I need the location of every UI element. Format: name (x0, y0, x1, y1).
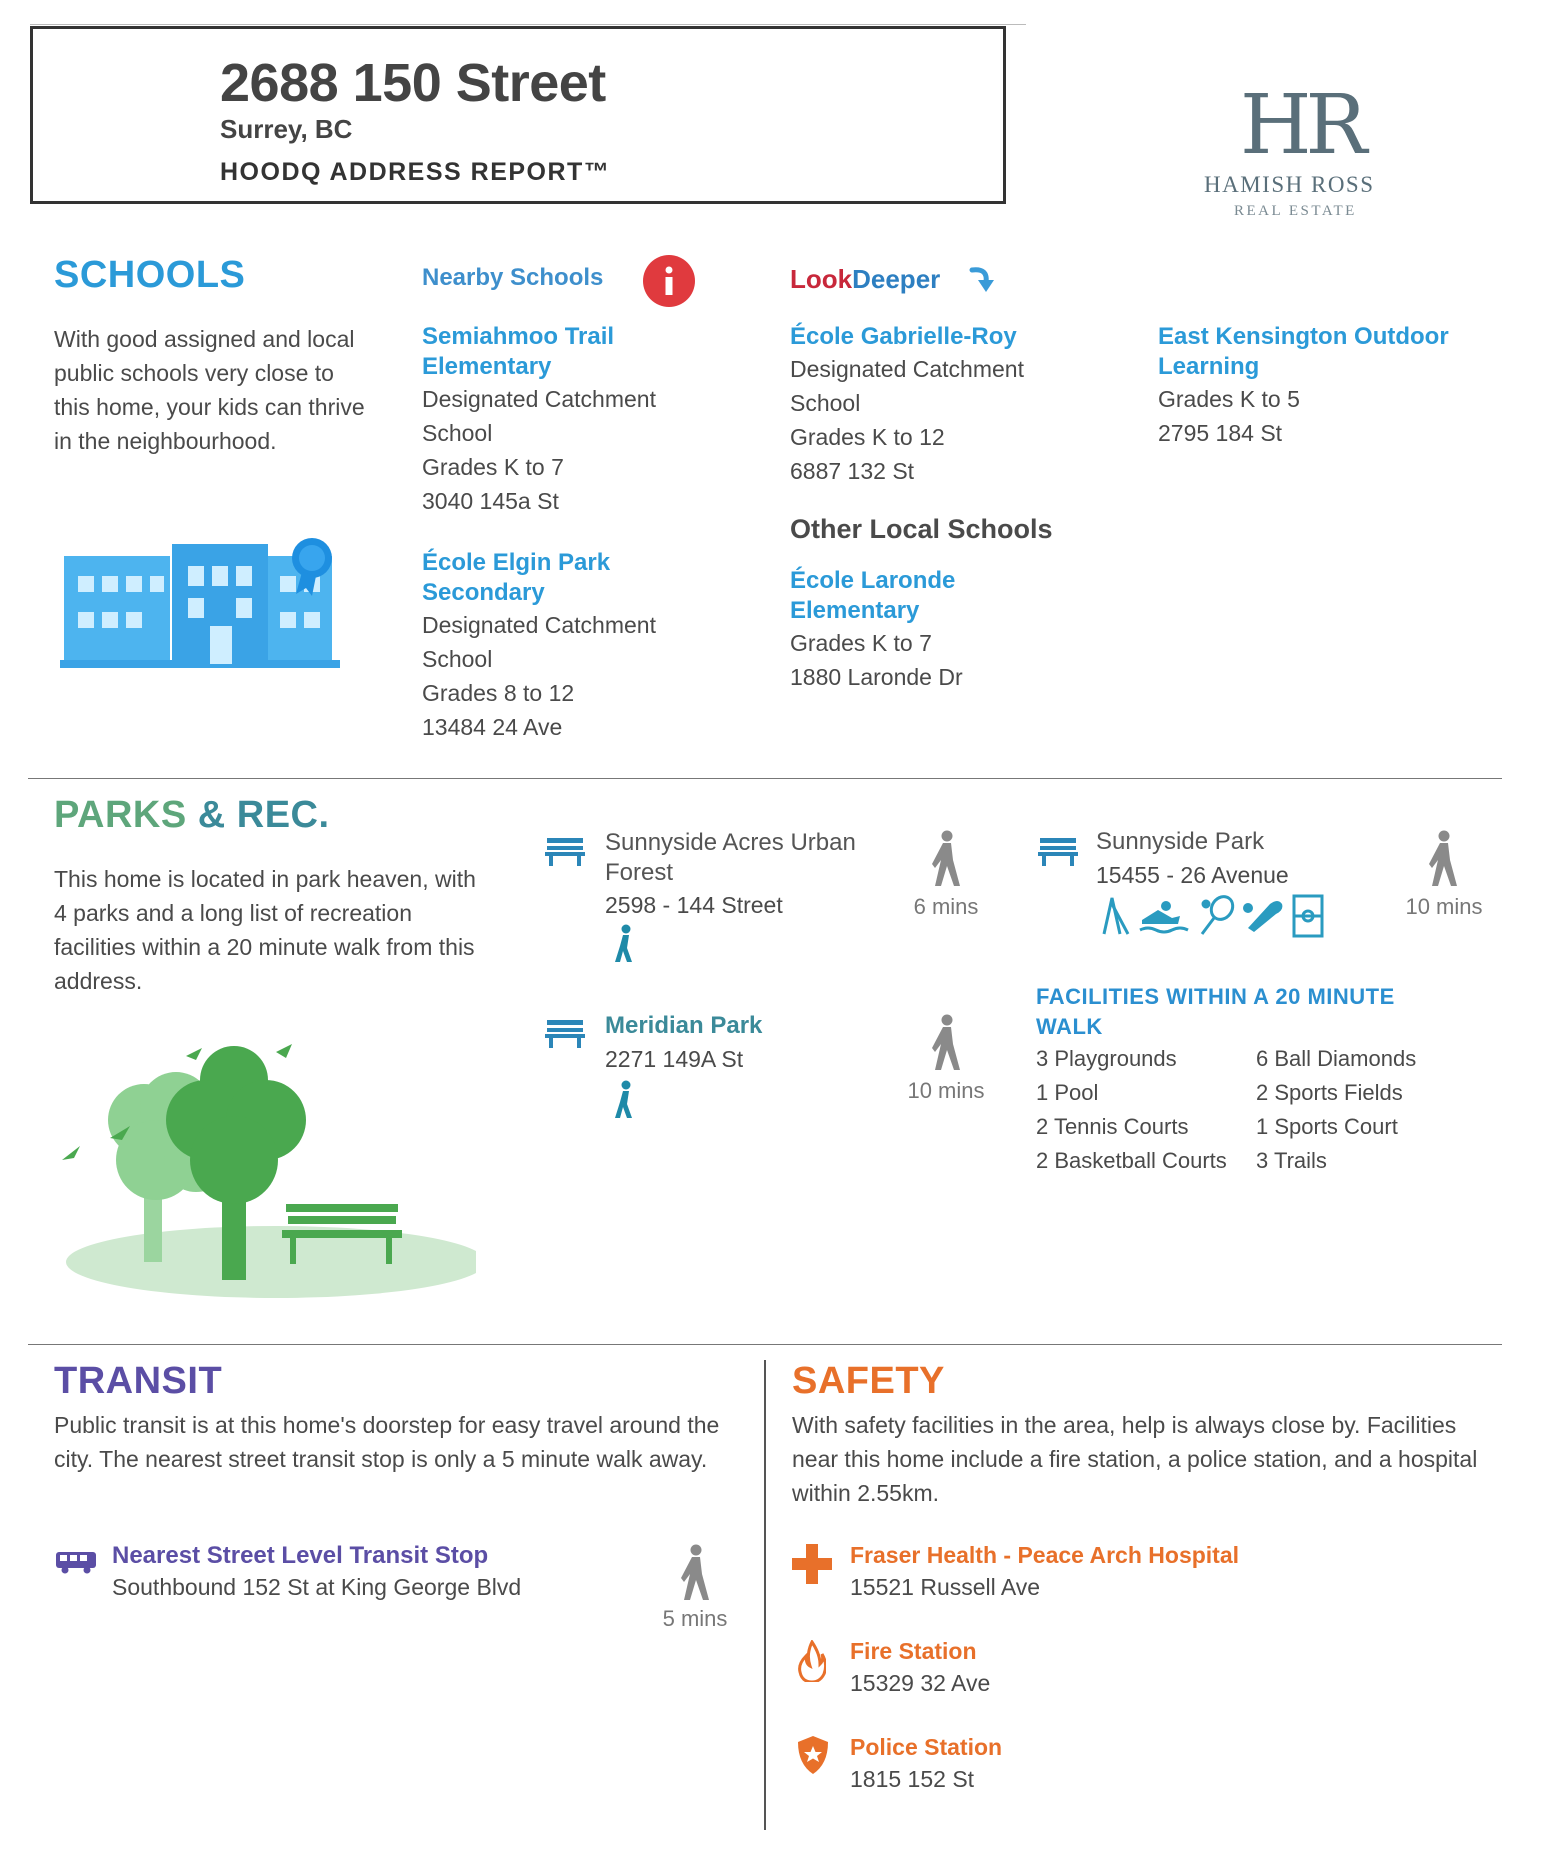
school-name[interactable]: École Laronde Elementary (790, 567, 956, 624)
school-name[interactable]: École Gabrielle-Roy (790, 323, 1017, 350)
school-name[interactable]: École Elgin Park Secondary (422, 549, 611, 606)
park-name[interactable]: Sunnyside Park (1096, 828, 1265, 855)
jogger-icon (612, 924, 636, 964)
safety-title: SAFETY (792, 1360, 945, 1402)
report-label: HOODQ ADDRESS REPORT™ (220, 158, 611, 186)
school-card (790, 322, 1090, 488)
jogger-icon (612, 1080, 636, 1120)
safety-item-name[interactable]: Police Station (850, 1734, 1003, 1760)
lookdeeper-look: Look (790, 264, 853, 294)
pool-swimmer-icon (1140, 901, 1188, 932)
school-address: 6887 132 St (790, 458, 915, 484)
park-bench-icon (545, 836, 585, 866)
logo-name: HAMISH ROSS (1204, 172, 1375, 197)
tennis-racquet-icon (1202, 894, 1237, 934)
facility-item: 6 Ball Diamonds (1256, 1046, 1417, 1071)
walk-time: 10 mins (1405, 894, 1483, 919)
walking-person-icon (678, 1544, 712, 1602)
park-address: 15455 - 26 Avenue (1096, 862, 1289, 888)
school-name[interactable]: East Kensington Outdoor Learning (1158, 323, 1449, 380)
parks-title-parks: PARKS (54, 794, 187, 836)
school-card (422, 322, 742, 518)
school-type: Designated Catchment School (422, 612, 656, 672)
flame-icon (798, 1640, 826, 1682)
facility-item: 1 Sports Court (1256, 1114, 1398, 1139)
school-building-icon (60, 536, 340, 668)
playground-slide-icon (1104, 898, 1128, 934)
walk-time: 10 mins (907, 1078, 985, 1103)
school-card (790, 566, 1090, 694)
facility-item: 2 Sports Fields (1256, 1080, 1403, 1105)
safety-item-address: 15329 32 Ave (850, 1670, 991, 1696)
sports-field-icon (1294, 896, 1322, 936)
school-grades: Grades K to 12 (790, 424, 945, 450)
school-grades: Grades K to 7 (790, 630, 932, 656)
school-grades: Grades K to 7 (422, 454, 564, 480)
police-shield-icon (796, 1734, 830, 1776)
parks-title (54, 794, 330, 837)
park-address: 2271 149A St (605, 1046, 744, 1072)
safety-item-address: 1815 152 St (850, 1766, 975, 1792)
arrow-down-icon (968, 264, 996, 296)
schools-title: SCHOOLS (54, 254, 246, 296)
logo-initials: HR (1240, 78, 1362, 173)
walk-time: 6 mins (913, 894, 979, 919)
school-grades: Grades K to 5 (1158, 386, 1300, 412)
park-bench-icon (1038, 836, 1078, 866)
walking-person-icon (1426, 830, 1460, 888)
walking-person-icon (929, 830, 963, 888)
park-address: 2598 - 144 Street (605, 892, 783, 918)
info-icon[interactable] (642, 254, 696, 308)
school-address: 3040 145a St (422, 488, 559, 514)
parks-title-rec: & REC. (197, 794, 330, 836)
parks-description: This home is located in park heaven, with 4 parks and a long list of recreation facilities within a 20 minute walk from this address. (54, 866, 476, 994)
schools-description: With good assigned and local public schools very close to this home, your kids can thrive in the neighbourhood. (54, 326, 365, 454)
safety-description: With safety facilities in the area, help is always close by. Facilities near this home include a fire station, a police station, and a hospital within 2.55km. (792, 1412, 1478, 1506)
school-name[interactable]: Semiahmoo Trail Elementary (422, 323, 615, 380)
walk-time: 5 mins (662, 1606, 728, 1631)
park-bench-icon (545, 1018, 585, 1048)
school-card (422, 548, 742, 744)
facility-item: 3 Playgrounds (1036, 1046, 1177, 1071)
school-type: Designated Catchment School (422, 386, 656, 446)
transit-stop-name[interactable]: Southbound 152 St at King George Blvd (112, 1574, 522, 1600)
column-divider (764, 1360, 766, 1830)
section-divider (28, 778, 1502, 779)
park-name[interactable]: Sunnyside Acres Urban Forest (605, 829, 856, 886)
nearby-schools-heading: Nearby Schools (422, 264, 604, 291)
safety-item-name[interactable]: Fire Station (850, 1638, 977, 1664)
safety-item-name[interactable]: Fraser Health - Peace Arch Hospital (850, 1542, 1240, 1568)
baseball-bat-icon (1243, 901, 1282, 932)
lookdeeper-link[interactable] (790, 264, 940, 295)
park-trees-icon (56, 1030, 476, 1302)
transit-title: TRANSIT (54, 1360, 223, 1402)
hospital-cross-icon (792, 1544, 832, 1584)
facilities-left-list (1036, 1042, 1227, 1178)
school-type: Designated Catchment School (790, 356, 1024, 416)
school-grades: Grades 8 to 12 (422, 680, 575, 706)
facilities-right-list (1256, 1042, 1416, 1178)
amenity-icons (1098, 894, 1328, 943)
facility-item: 2 Tennis Courts (1036, 1114, 1189, 1139)
school-address: 1880 Laronde Dr (790, 664, 963, 690)
transit-stop-heading: Nearest Street Level Transit Stop (112, 1542, 489, 1569)
school-card (1158, 322, 1478, 450)
section-divider (28, 1344, 1502, 1345)
school-address: 13484 24 Ave (422, 714, 563, 740)
lookdeeper-deeper: Deeper (852, 264, 941, 294)
park-name[interactable]: Meridian Park (605, 1012, 763, 1039)
other-schools-heading: Other Local Schools (790, 514, 1053, 544)
facility-item: 1 Pool (1036, 1080, 1099, 1105)
city-label: Surrey, BC (220, 114, 353, 144)
bus-icon (56, 1550, 96, 1574)
logo-sub: REAL ESTATE (1234, 203, 1357, 219)
top-rule (30, 24, 1026, 25)
page-title: 2688 150 Street (220, 53, 606, 113)
safety-item-address: 15521 Russell Ave (850, 1574, 1041, 1600)
transit-description: Public transit is at this home's doorstep for easy travel around the city. The nearest street transit stop is only a 5 minute walk away. (54, 1412, 720, 1472)
facilities-heading: FACILITIES WITHIN A 20 MINUTE WALK (1036, 984, 1395, 1039)
walking-person-icon (929, 1014, 963, 1072)
facility-item: 3 Trails (1256, 1148, 1327, 1173)
school-address: 2795 184 St (1158, 420, 1283, 446)
facility-item: 2 Basketball Courts (1036, 1148, 1227, 1173)
